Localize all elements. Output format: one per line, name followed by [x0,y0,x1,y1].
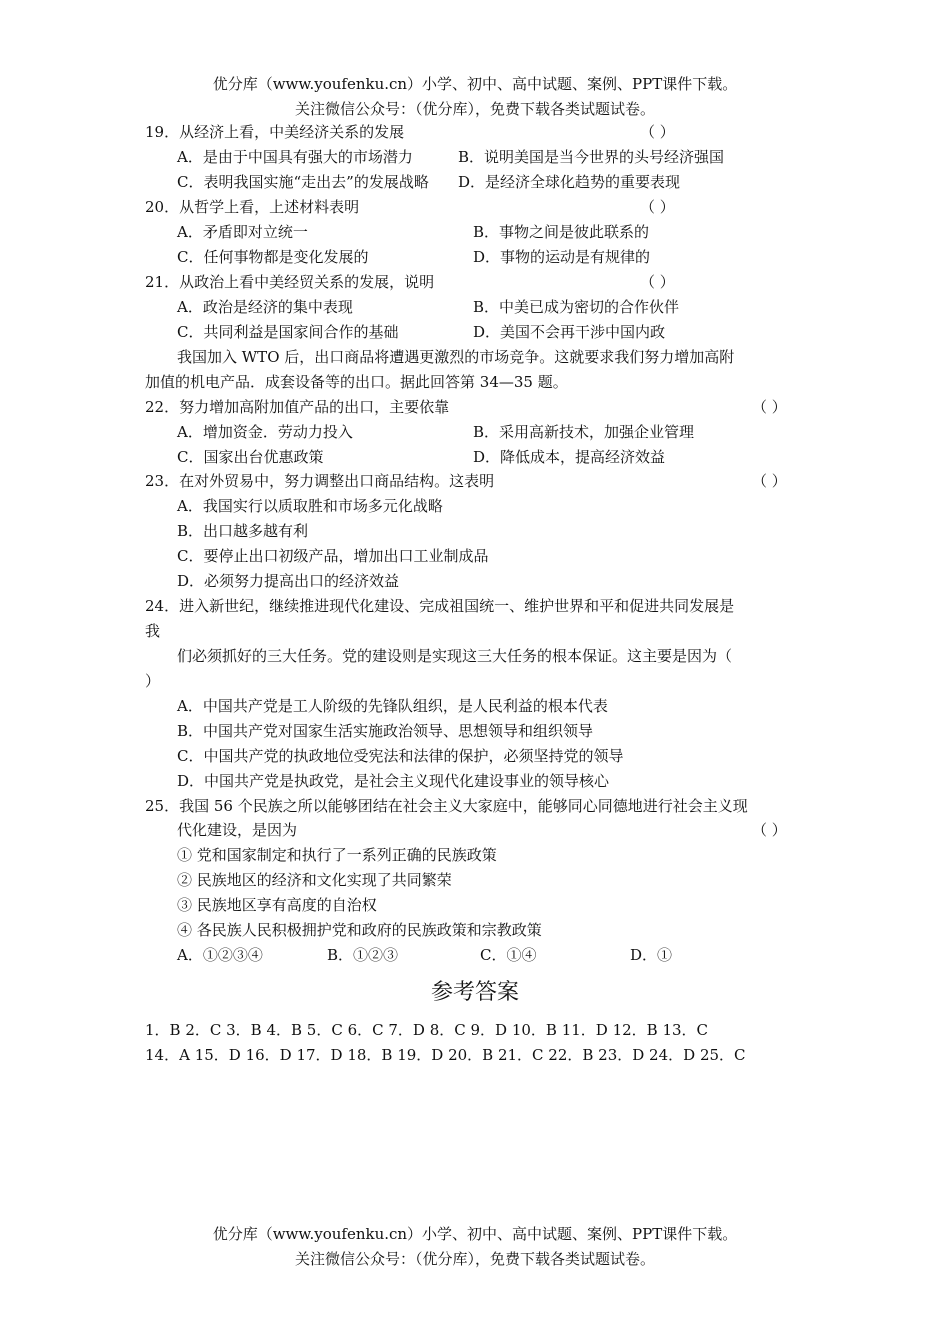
question-23-option-c: C．要停止出口初级产品，增加出口工业制成品 [177,547,489,565]
passage-line-1: 我国加入 WTO 后，出口商品将遭遇更激烈的市场竞争。这就要求我们努力增加高附 [177,348,735,366]
question-25-item-1: ① 党和国家制定和执行了一系列正确的民族政策 [177,846,497,864]
question-23-answer-blank: （ ） [752,472,787,490]
question-20-option-d: D．事物的运动是有规律的 [473,248,651,266]
question-19-stem: 19．从经济上看，中美经济关系的发展 [145,123,405,141]
question-23-option-b: B．出口越多越有利 [177,522,309,540]
footer-line-1: 优分库（www.youfenku.cn）小学、初中、高中试题、案例、PPT课件下载。 [212,1225,738,1243]
question-25-option-a: A．①②③④ [177,946,263,964]
question-25-stem-line-2: 代化建设，是因为 [177,821,298,839]
question-19-answer-blank: （ ） [640,123,675,141]
question-25-item-4: ④ 各民族人民积极拥护党和政府的民族政策和宗教政策 [177,921,542,939]
question-22-option-d: D．降低成本，提高经济效益 [473,448,666,466]
question-22-answer-blank: （ ） [752,398,787,416]
question-22-option-a: A．增加资金．劳动力投入 [177,423,353,441]
question-22-option-b: B．采用高新技术，加强企业管理 [473,423,695,441]
answers-line-2: 14．A 15．D 16．D 17．D 18．B 19．D 20．B 21．C 22．B 23．D 24．D 25．C [145,1046,746,1064]
question-25-option-d: D．① [630,946,673,964]
header-line-2: 关注微信公众号：（优分库），免费下载各类试题试卷。 [294,100,655,118]
question-19-option-a: A．是由于中国具有强大的市场潜力 [177,148,413,166]
question-21-option-c: C．共同利益是国家间合作的基础 [177,323,399,341]
question-23-option-a: A．我国实行以质取胜和市场多元化战略 [177,497,443,515]
question-25-item-2: ② 民族地区的经济和文化实现了共同繁荣 [177,871,452,889]
footer-line-2: 关注微信公众号：（优分库），免费下载各类试题试卷。 [294,1250,655,1268]
question-20-answer-blank: （ ） [640,198,675,216]
question-24-stem-line-3: 们必须抓好的三大任务。党的建设则是实现这三大任务的根本保证。这主要是因为（ [177,647,733,665]
question-19-option-c: C．表明我国实施“走出去”的发展战略 [177,173,429,191]
question-23-option-d: D．必须努力提高出口的经济效益 [177,572,400,590]
passage-line-2: 加值的机电产品．成套设备等的出口。据此回答第 34—35 题。 [145,373,568,391]
question-21-option-a: A．政治是经济的集中表现 [177,298,353,316]
question-25-item-3: ③ 民族地区享有高度的自治权 [177,896,377,914]
question-21-option-b: B．中美已成为密切的合作伙伴 [473,298,680,316]
header-line-1: 优分库（www.youfenku.cn）小学、初中、高中试题、案例、PPT课件下载。 [212,75,738,93]
question-24-option-d: D．中国共产党是执政党，是社会主义现代化建设事业的领导核心 [177,772,610,790]
question-21-answer-blank: （ ） [640,273,675,291]
question-20-option-a: A．矛盾即对立统一 [177,223,308,241]
question-24-option-a: A．中国共产党是工人阶级的先锋队组织，是人民利益的根本代表 [177,697,608,715]
question-25-stem-line-1: 25．我国 56 个民族之所以能够团结在社会主义大家庭中，能够同心同德地进行社会主义现 [145,797,748,815]
question-25-option-b: B．①②③ [327,946,399,964]
question-24-stem-line-2: 我 [145,622,161,640]
question-25-answer-blank: （ ） [752,821,787,839]
answers-title: 参考答案 [430,980,519,1005]
answers-line-1: 1．B 2．C 3．B 4．B 5．C 6．C 7．D 8．C 9．D 10．B 11．D 12．B 13．C [145,1021,709,1039]
question-19-option-b: B．说明美国是当今世界的头号经济强国 [458,148,725,166]
question-25-option-c: C．①④ [480,946,537,964]
question-19-option-d: D．是经济全球化趋势的重要表现 [458,173,681,191]
question-24-stem-line-4: ） [145,672,161,690]
question-24-stem-line-1: 24．进入新世纪，继续推进现代化建设、完成祖国统一、维护世界和平和促进共同发展是 [145,597,735,615]
question-24-option-c: C．中国共产党的执政地位受宪法和法律的保护，必须坚持党的领导 [177,747,624,765]
question-22-stem: 22．努力增加高附加值产品的出口，主要依靠 [145,398,450,416]
question-20-option-c: C．任何事物都是变化发展的 [177,248,369,266]
question-22-option-c: C．国家出台优惠政策 [177,448,324,466]
question-21-stem: 21．从政治上看中美经贸关系的发展，说明 [145,273,435,291]
question-20-option-b: B．事物之间是彼此联系的 [473,223,650,241]
question-21-option-d: D．美国不会再干涉中国内政 [473,323,666,341]
question-24-option-b: B．中国共产党对国家生活实施政治领导、思想领导和组织领导 [177,722,594,740]
question-20-stem: 20．从哲学上看，上述材料表明 [145,198,360,216]
question-23-stem: 23．在对外贸易中，努力调整出口商品结构。这表明 [145,472,495,490]
